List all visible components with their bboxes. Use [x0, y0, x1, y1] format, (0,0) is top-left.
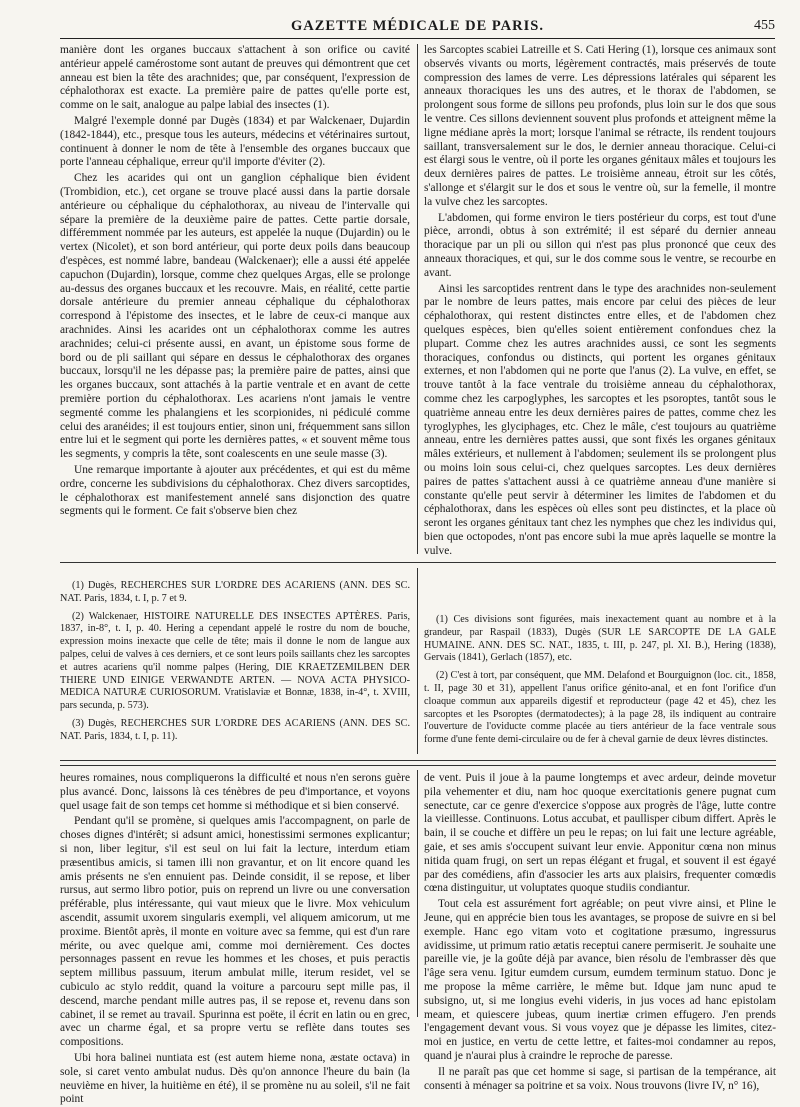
paragraph: Pendant qu'il se promène, si quelques amis l'accompagnent, on parle de choses dignes d'intérêt; si adsunt amici, honestissimi sermones explicantur; si non, liber legitur, s'il est seul on lui fait la lecture, interdum etiam præsentibus amicis, si tamen illi non gravantur, et on lit encore quand les amis présents ne s'en ennuient pas. Deinde considit, il se repose, et liber rursus, aut sermo libro potior, puis on reprend un livre ou une conversation préférable, plus intéressante, qui vaut mieux que le livre. Mox vehiculum ascendit, assumit uxorem singularis exempli, vel aliquem amicorum, ut me proxime. Bientôt après, il monte en voiture avec sa femme, qui est d'un rare mérite, ou avec quelque ami, comme moi dernièrement. Ces doctes personnages passent en revue les hommes et les choses, et puis peractis septem millibus passuum, iterum ambulat mille, iterum residet, vel se cubiculo ac stylo reddit, quand la voiture a parcouru sept mille pas, il descend, marche pendant mille autres pas, il se repose et, revenu dans son cabinet, il se remet au travail. Spurinna est poëte, il écrit en latin ou en grec, avec un charme égal, et sa propre vertu se reflète dans toutes ses compositions.: [60, 815, 410, 1049]
footnote: (3) Dugès, RECHERCHES SUR L'ORDRE DES ACARIENS (ANN. DES SC. NAT. Paris, 1834, t. I, p. 11).: [60, 717, 410, 742]
column-left-upper: [60, 44, 410, 554]
feuilleton-separator: [60, 760, 776, 766]
paragraph: Malgré l'exemple donné par Dugès (1834) et par Walckenaer, Dujardin (1842-1844), etc., presque tous les auteurs, médecins et vétérinaires surtout, continuent à donner le nom de tête à l'ensemble des organes buccaux que porte l'anneau céphalique, erreur qu'il importe d'éviter (2).: [60, 114, 410, 169]
footnote: (2) C'est à tort, par conséquent, que MM. Delafond et Bourguignon (loc. cit., 1858, t. II, page 30 et 31), appellent l'anus orifice génito-anal, et en font l'orifice d'un cloaque commun aux appareils digestif et reproducteur (page 42 et 45), chez les sarcoptes et les Psoroptes (dermatodectes); à la page 28, ils indiquent au contraire l'ouverture de l'oviducte comme placée au tiers antérieur de la face ventrale sous forme d'une fente demi-circulaire ou de fer à cheval garnie de deux lèvres distinctes.: [424, 670, 776, 746]
paragraph: Tout cela est assurément fort agréable; on peut vivre ainsi, et Pline le Jeune, qui en apprécie bien tous les avantages, se propose de suivre en si bel exemple. Hanc ego vitam voto et cogitatione præsumo, ingressurus avidissime, ut primum ratio ætatis receptui canere permiserit. Je souhaite une pareille vie, je la goûte déjà par avance, bien résolu de l'embrasser dès que l'âge sera venu. Igitur eumdem cursum, eumdem terminum statuo. Donc je me propose la même carrière, le même but. Idque jam nunc apud te subsigno, ut, si me longius evehi videris, in jus voces ad hanc epistolam meam, et quiescere jubeas, quum inertiæ crimen effugero. J'en prends l'engagement devant vous. Si vous voyez que je dépasse les limites, citez-moi en justice, en vertu de cette lettre, et faites-moi condamner au repos, quand je n'aurai plus à craindre le reproche de paresse.: [424, 898, 776, 1062]
paragraph: Ubi hora balinei nuntiata est (est autem hieme nona, æstate octava) in sole, si caret vento ambulat nudus. Dès qu'on annonce l'heure du bain (la neuvième en hiver, la huitième en été), il se promène nu au soleil, s'il ne fait point: [60, 1051, 410, 1106]
column-right-lower: [424, 772, 776, 1092]
footnote-divider: [417, 568, 418, 754]
paragraph: manière dont les organes buccaux s'attachent à son orifice ou cavité antérieur appelé camérostome sont autant de preuves qui démontrent que cet anneau est bien la tête des arachnides; que, par conséquent, l'expression de céphalothorax est exacte. La première paire de pattes qu'elle porte est, comme on le sait, analogue au palpe labial des insectes (1).: [60, 44, 410, 112]
paragraph: de vent. Puis il joue à la paume longtemps et avec ardeur, deinde movetur pila vehementer et diu, nam hoc quoque exercitationis genere pugnat cum senectute, car ce genre d'exercice s'oppose aux progrès de l'âge, lutte contre la vieillesse. Continuons. Lotus accubat, et paullisper cibum differt. Après le bain, il se couche et diffère un peu le repas; on lui fait une lecture agréable, gaie, et ses amis s'occupent suivant leur envie. Apponitur cœna non minus nitida quam frugi, on sert un repas élégant et frugal, et souvent il est égayé par des comédiens, afin d'associer les arts aux plaisirs, frequenter comœdis cœna distinguitur, ut voluptates quoque studiis condiantur.: [424, 772, 776, 895]
footnotes-left: [60, 580, 410, 750]
page-number: 455: [754, 18, 775, 33]
footnote: (1) Dugès, RECHERCHES SUR L'ORDRE DES ACARIENS (ANN. DES SC. NAT. Paris, 1834, t. I, p. 7 et 9.: [60, 580, 410, 604]
paragraph: heures romaines, nous compliquerons la difficulté et nous n'en serons guère plus avancé. Donc, laissons là ces ténèbres de peu d'importance, et voyons quel usage fait de son temps cet homme si méthodique et si bien conservé.: [60, 772, 410, 812]
paragraph: Ainsi les sarcoptides rentrent dans le type des arachnides non-seulement par le nombre de leurs pattes, mais encore par celui des pièces de leur céphalothorax, qui restent distinctes entre elles, et de l'abdomen chez quelques espèces, bien qu'elles soient entièrement confondues chez la plupart. Comme chez les autres arachnides aussi, ce sont les segments thoraciques, confondus ou distincts, qui portent les organes génitaux externes, et non l'abdomen qui ne porte que l'anus (2). La vulve, en effet, se trouve tantôt à la face ventrale du troisième anneau du céphalothorax, comme chez les carpoglyphes, les sarcoptes et les psoroptes, tantôt sous le quatrième anneau entre les deux dernières paires de pattes, comme chez les tyroglyphes, les glyciphages, etc. Chez le mâle, c'est toujours au quatrième anneau, entre les dernières pattes aussi, que sont fixés les organes génitaux mâles extérieurs, et nullement à l'abdomen; seulement ils se prolongent plus ou moins loin sous celui-ci, chez quelques sarcoptes. Les deux dernières paires de pattes s'attachent aussi à ce quatrième anneau d'une manière si constante qu'elle peut servir à déterminer les limites de l'abdomen et du céphalothorax, dans les espèces où elles sont peu distinctes, et la place où seront les organes génitaux tant chez les nymphes que chez les individus qui, bien que octopodes, n'ont pas encore subi la mue après laquelle se montre la vulve.: [424, 282, 776, 557]
running-header: [60, 18, 775, 39]
paragraph: Une remarque importante à ajouter aux précédentes, et qui est du même ordre, concerne les subdivisions du céphalothorax. Chez divers sarcoptides, le céphalothorax est manifestement annelé sans disjonction des quatre segments qui le forment. Ce fait s'observe bien chez: [60, 463, 410, 518]
paragraph: les Sarcoptes scabiei Latreille et S. Cati Hering (1), lorsque ces animaux sont observés vivants ou morts, légèrement contractés, mais préservés de toute compression des lames de verre. Les dépressions latérales qui séparent les anneaux thoraciques les uns des autres, et le thorax de l'abdomen, se prolongent sous forme de sillons peu profonds, plus loin sur le dos que sous le ventre. Ces sillons deviennent souvent plus profonds et atteignent même la ligne médiane après la mort; lorsque l'animal se rétracte, ils rendent toujours saillant, transversalement sur le dos, le dernier anneau thoracique. Celui-ci est élargi sous le ventre, où il porte les organes génitaux mâles et toujours les deux dernières paires de pattes. Le troisième anneau, étroit sur les côtés, s'allonge et s'élargit sur le dos et sous le ventre où, sur la femelle, il montre la vulve chez les sarcoptes.: [424, 44, 776, 208]
column-divider-lower: [417, 770, 418, 1017]
footnotes-right: [424, 614, 776, 754]
journal-title: GAZETTE MÉDICALE DE PARIS.: [291, 18, 544, 34]
column-right-upper: [424, 44, 776, 557]
footnote: (2) Walckenaer, HISTOIRE NATURELLE DES INSECTES APTÈRES. Paris, 1837, in-8°, t. I, p. 40. Hering a cependant appelé le rostre du nom de bouche, expression moins inexacte que celle de tête; mais il donne le nom de langue aux palpes, celui de valves à ces derniers, et ce sont leurs poils saillants chez les sarcoptes et autres acariens qu'il nomme palpes (Hering, DIE KRAETZEMILBEN DER THIERE UND EINIGE VERWANDTE ARTEN. — NOVA ACTA PHYSICO-MEDICA NATURÆ CURIOSORUM. Vratislaviæ et Bonnæ, 1838, in-4°, t. XVIII, pars secunda, p. 573).: [60, 610, 410, 712]
column-left-lower: [60, 772, 410, 1106]
paragraph: Chez les acarides qui ont un ganglion céphalique bien évident (Trombidion, etc.), cet organe se trouve placé aussi dans la partie dorsale antérieure ou céphalique du céphalothorax, au niveau de l'intervalle qui sépare la première de la deuxième paire de pattes. Cette partie dorsale, différemment nommée par les auteurs, est appelée la nuque (Dujardin) ou le vertex (Nicolet), et son bord antérieur, qui porte deux poils dans beaucoup d'espèces, est nommé labre, bandeau (Walckenaer); elle a aussi été appelée capuchon (Dujardin), lorsque, comme chez quelques Argas, elle se prolonge au-dessus des organes buccaux et les recouvre. Mais, en réalité, cette partie dorsale antérieure du premier anneau céphalique du céphalothorax correspond à l'épistome des insectes, et le labre de ceux-ci manque aux arachnides. Ainsi les acarides ont un céphalothorax comme les autres arachnides; celui-ci présente aussi, en avant, un épistome sous forme de bord ou de pli saillant qui sépare en dessus le céphalothorax des organes buccaux, lorsqu'il ne les dépasse pas; la première paire de pattes, ainsi que les organes buccaux, sont attachés à la partie ventrale et en avant de cette première portion du céphalothorax. Les acariens n'ont jamais le ventre segmenté comme les phalangiens et les scorpionides, ni pédiculé comme celui des aranéides; il est toujours entier, sinon uni, fréquemment sans sillon entre lui et le segment qui porte les dernières pattes, « et souvent même tous les segments, y compris la tête, sont coalescents en une seule masse (3).: [60, 172, 410, 461]
footnote: (1) Ces divisions sont figurées, mais inexactement quant au nombre et à la grandeur, par Raspail (1833), Dugès (SUR LE SARCOPTE DE LA GALE HUMAINE. ANN. DES SC. NAT., 1835, t. III, p. 247, pl. XI. B.), Hering (1838), Gervais (1841), Gerlach (1857), etc.: [424, 614, 776, 664]
footnote-separator: [60, 562, 776, 563]
column-divider: [417, 44, 418, 554]
paragraph: L'abdomen, qui forme environ le tiers postérieur du corps, est tout d'une pièce, arrondi, obtus à son extrémité; il est séparé du dernier anneau thoracique par un pli ou sillon qui n'est pas plus prononcé que ceux des anneaux thoraciques, et qui, sur le dos comme sous le ventre, se recourbe en avant.: [424, 211, 776, 279]
paragraph: Il ne paraît pas que cet homme si sage, si partisan de la tempérance, ait consenti à ménager sa poitrine et sa voix. Nous trouvons (livre IV, n° 16),: [424, 1065, 776, 1092]
